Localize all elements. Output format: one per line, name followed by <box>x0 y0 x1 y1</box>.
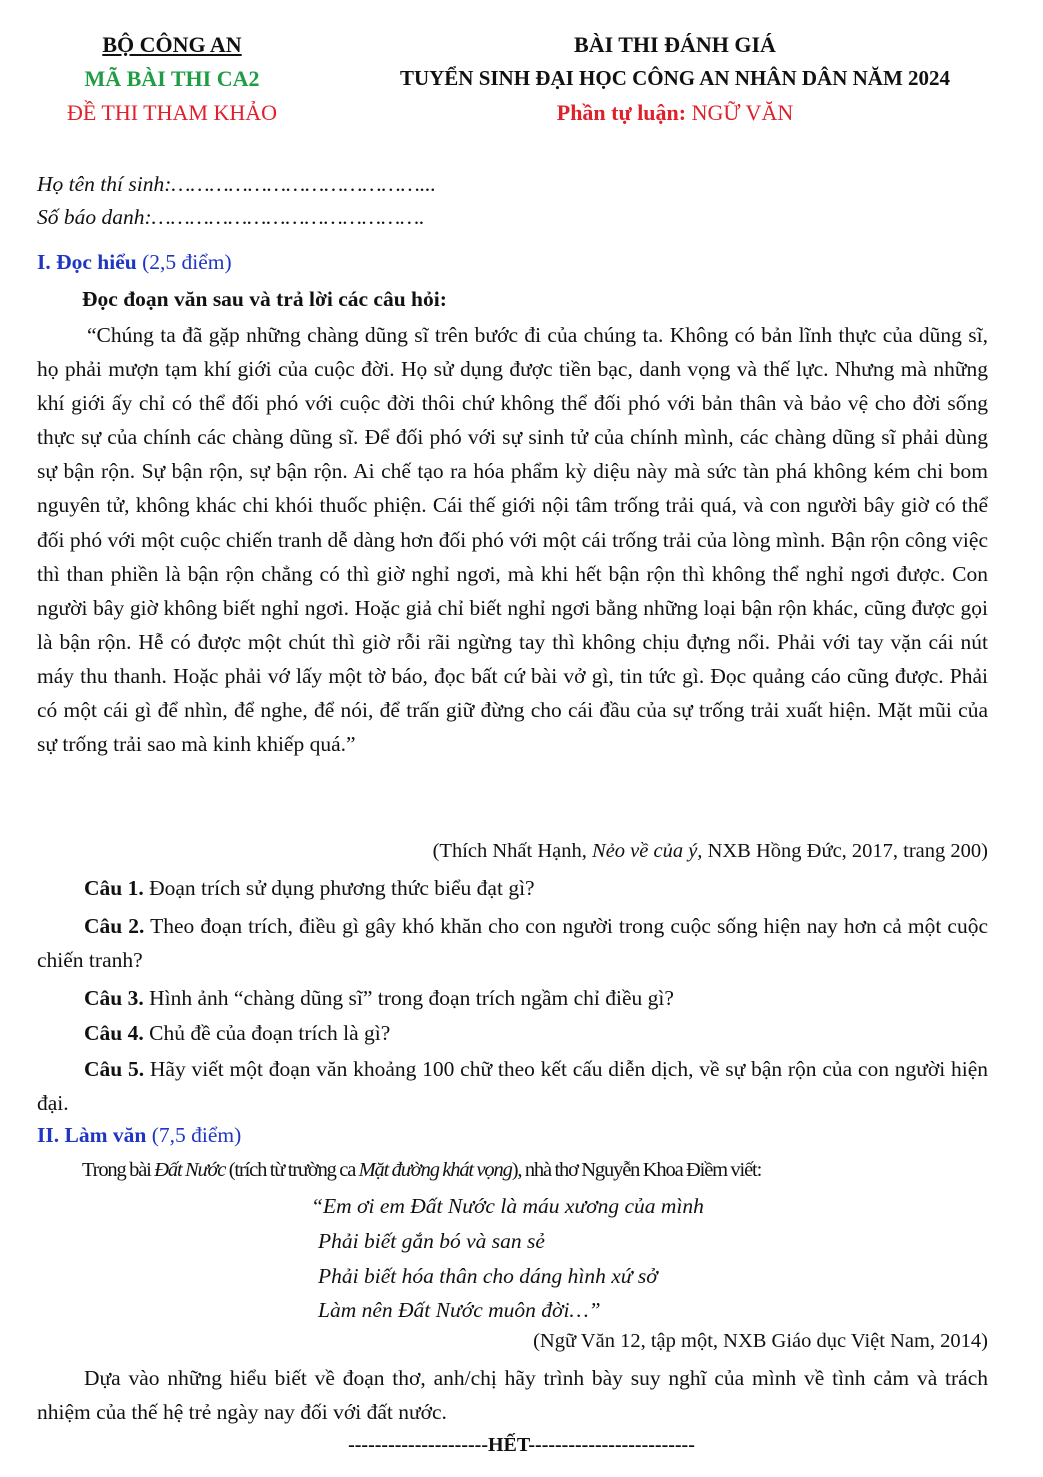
part-subject: NGỮ VĂN <box>691 100 794 125</box>
question-text: Chủ đề của đoạn trích là gì? <box>143 1021 391 1045</box>
reading-instruction: Đọc đoạn văn sau và trả lời các câu hỏi: <box>82 287 447 311</box>
exam-type: ĐỀ THI THAM KHẢO <box>66 100 277 125</box>
poem-title: Đất Nước <box>154 1159 226 1181</box>
section1-heading <box>37 250 232 275</box>
section2-heading <box>37 1123 241 1148</box>
section1-points: (2,5 điểm) <box>142 250 232 274</box>
ministry-name: BỘ CÔNG AN <box>102 32 242 57</box>
question-text: Hãy viết một đoạn văn khoảng 100 chữ theo kết cấu diễn dịch, về sự bận rộn của con người hiện đại. <box>37 1057 989 1116</box>
passage-source-author: (Thích Nhất Hạnh, <box>432 840 593 862</box>
essay-intro <box>82 1159 761 1182</box>
essay-intro-part2: (trích từ trường ca <box>225 1159 359 1181</box>
exam-part <box>330 100 1020 126</box>
section2-title: II. Làm văn <box>37 1123 147 1147</box>
question-label: Câu 2. <box>84 914 145 938</box>
question-text: Theo đoạn trích, điều gì gây khó khăn cho con người trong cuộc sống hiện nay hơn cả một cuộc chiến tranh? <box>37 914 988 973</box>
passage-source <box>433 840 988 863</box>
section2-points: (7,5 điểm) <box>151 1123 242 1147</box>
passage-source-title: Nẻo về của ý, <box>592 840 703 862</box>
section1-title: I. Đọc hiểu <box>37 250 137 274</box>
exam-subtitle: TUYỂN SINH ĐẠI HỌC CÔNG AN NHÂN DÂN NĂM 2024 <box>399 66 951 90</box>
epic-title: Mặt đường khát vọng <box>358 1159 512 1181</box>
question-1 <box>37 871 988 905</box>
question-3 <box>37 981 988 1015</box>
question-5 <box>37 1052 988 1120</box>
poem-source: (Ngữ Văn 12, tập một, NXB Giáo dục Việt Nam, 2014) <box>533 1330 988 1352</box>
exam-code: MÃ BÀI THI CA2 <box>84 66 260 91</box>
question-text: Đoạn trích sử dụng phương thức biểu đạt gì? <box>143 876 535 900</box>
question-label: Câu 4. <box>84 1021 144 1045</box>
question-label: Câu 1. <box>84 876 144 900</box>
question-2 <box>37 909 988 977</box>
poem-line-4: Làm nên Đất Nước muôn đời…” <box>318 1298 601 1322</box>
reading-passage: “Chúng ta đã gặp những chàng dũng sĩ trên bước đi của chúng ta. Không có bản lĩnh thực của dũng sĩ, họ phải mượn tạm khí giới của cuộc đời. Họ sử dụng được tiền bạc, danh vọng và thế lực. Nhưng mà những khí giới ấy chỉ có thể đối phó với cuộc đời thôi chứ không thể đối phó với bản thân và bảo vệ cho đời sống thực sự của chính các chàng dũng sĩ. Để đối phó với sự sinh tử của chính mình, các chàng dũng sĩ phải dùng sự bận rộn. Sự bận rộn, sự bận rộn. Ai chế tạo ra hóa phẩm kỳ diệu này mà sức tàn phá không kém chi bom nguyên tử, không khác chi khói thuốc phiện. Cái thế giới nội tâm trống trải quá, và con người bây giờ có thể đối phó với một cuộc chiến tranh dễ dàng hơn đối phó với một cái trống trải của lòng mình. Bận rộn công việc thì than phiền là bận rộn chẳng có thì giờ nghỉ ngơi, mà khi hết bận rộn thì không thể nghỉ ngơi được. Con người bây giờ không biết nghỉ ngơi. Hoặc giả chỉ biết nghỉ ngơi bằng những loại bận rộn khác, cũng được gọi là bận rộn. Hễ có được một chút thì giờ rỗi rãi ngừng tay thì không chịu đựng nổi. Phải với tay vặn cái nút máy thu thanh. Hoặc phải vớ lấy một tờ báo, đọc bất cứ bài vở gì, tin tức gì. Đọc quảng cáo cũng được. Phải có một cái gì để nhìn, để nghe, để nói, để trấn giữ đừng cho cái đầu của sự trống trải xuất hiện. Mặt mũi của sự trống trải sao mà kinh khiếp quá.” <box>37 323 988 757</box>
end-mark: ---------------------HẾT------------------------- <box>348 1434 695 1456</box>
question-label: Câu 5. <box>84 1057 145 1081</box>
candidate-id-line: Số báo danh:……………………………………. <box>37 205 425 229</box>
question-text: Hình ảnh “chàng dũng sĩ” trong đoạn trích ngầm chỉ điều gì? <box>143 986 674 1010</box>
poem-line-1: “Em ơi em Đất Nước là máu xương của mình <box>311 1194 704 1218</box>
essay-intro-part3: ), nhà thơ Nguyễn Khoa Điềm viết: <box>511 1159 762 1181</box>
candidate-name-line: Họ tên thí sinh:…………………………………... <box>37 172 437 196</box>
poem-line-3: Phải biết hóa thân cho dáng hình xứ sở <box>318 1264 658 1288</box>
exam-title: BÀI THI ĐÁNH GIÁ <box>574 32 776 57</box>
essay-prompt: Dựa vào những hiểu biết về đoạn thơ, anh/chị hãy trình bày suy nghĩ của mình về tình cảm và trách nhiệm của thế hệ trẻ ngày nay đối với đất nước. <box>37 1366 988 1425</box>
part-label: Phần tự luận: <box>556 100 687 125</box>
question-4 <box>37 1016 988 1050</box>
essay-intro-part1: Trong bài <box>82 1159 155 1181</box>
question-label: Câu 3. <box>84 986 144 1010</box>
passage-source-publisher: NXB Hồng Đức, 2017, trang 200) <box>702 840 988 862</box>
poem-line-2: Phải biết gắn bó và san sẻ <box>318 1229 545 1253</box>
